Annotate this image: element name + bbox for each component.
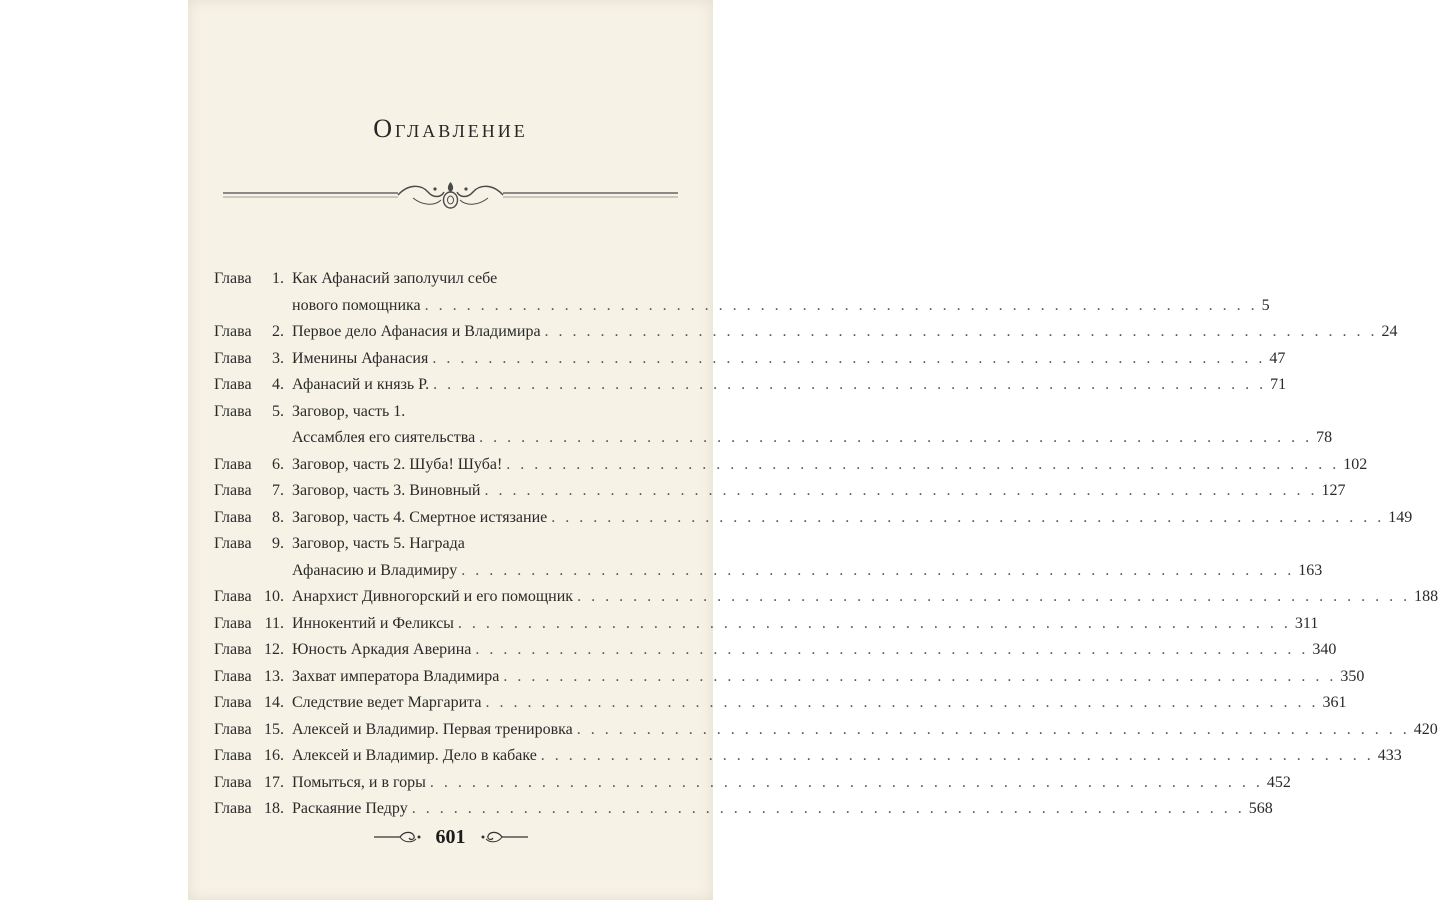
toc-entry [214, 452, 1368, 479]
chapter-label: Глава [214, 270, 252, 287]
page-ref: 163 [1298, 561, 1323, 579]
chapter-label: Глава [214, 667, 252, 685]
chapter-title: Заговор, часть 1. [292, 402, 406, 420]
page-ref: 24 [1381, 323, 1398, 340]
chapter-title: Ассамблея его сиятельства [292, 429, 476, 446]
dot-leader: . . . . . . . . . . . . . . . . . . . . . . . . . . . . . . . . . . . . . . . . . . . . . . . . . . . . . . . . . . . . [429, 773, 1263, 791]
chapter-number: 5. [272, 402, 284, 420]
chapter-label: Глава [214, 323, 252, 340]
dot-leader: . . . . . . . . . . . . . . . . . . . . . . . . . . . . . . . . . . . . . . . . . . . . . . . . . . . . . . . . . . . . [475, 641, 1309, 658]
dot-leader: . . . . . . . . . . . . . . . . . . . . . . . . . . . . . . . . . . . . . . . . . . . . . . . . . . . . . . . . . . . . [540, 747, 1374, 764]
chapter-title: Заговор, часть 3. Виновный [292, 482, 481, 499]
toc-entry [214, 637, 1337, 664]
footer-flourish-icon [374, 830, 422, 844]
chapter-label: Глава [214, 694, 252, 711]
toc-entry [214, 664, 1365, 691]
toc-entry [214, 346, 1286, 373]
chapter-title: нового помощника [292, 296, 421, 314]
chapter-title: Анархист Дивногорский и его помощник [292, 588, 574, 605]
chapter-title: Заговор, часть 2. Шуба! Шуба! [292, 455, 503, 473]
toc-entry [214, 266, 1270, 319]
chapter-number: 1. [272, 270, 284, 287]
page-ref: 102 [1343, 455, 1368, 473]
dot-leader: . . . . . . . . . . . . . . . . . . . . . . . . . . . . . . . . . . . . . . . . . . . . . . . . . . . . . . . . . . . . [433, 376, 1267, 393]
toc-entry [214, 796, 1273, 823]
chapter-title: Афанасий и князь Р. [292, 376, 430, 393]
chapter-number: 4. [272, 376, 284, 393]
dot-leader: . . . . . . . . . . . . . . . . . . . . . . . . . . . . . . . . . . . . . . . . . . . . . . . . . . . . . . . . . . . . [457, 614, 1291, 632]
chapter-label: Глава [214, 535, 252, 552]
chapter-label: Глава [214, 349, 252, 367]
dot-leader: . . . . . . . . . . . . . . . . . . . . . . . . . . . . . . . . . . . . . . . . . . . . . . . . . . . . . . . . . . . . [576, 720, 1410, 738]
chapter-title: Алексей и Владимир. Дело в кабаке [292, 747, 537, 764]
chapter-number: 15. [264, 720, 284, 738]
chapter-title: Алексей и Владимир. Первая тренировка [292, 720, 573, 738]
chapter-number: 10. [264, 588, 284, 605]
page-ref: 361 [1322, 694, 1347, 711]
dot-leader: . . . . . . . . . . . . . . . . . . . . . . . . . . . . . . . . . . . . . . . . . . . . . . . . . . . . . . . . . . . . [551, 508, 1385, 526]
page-ref: 127 [1321, 482, 1346, 499]
chapter-title: Афанасию и Владимиру [292, 561, 458, 579]
dot-leader: . . . . . . . . . . . . . . . . . . . . . . . . . . . . . . . . . . . . . . . . . . . . . . . . . . . . . . . . . . . . [432, 349, 1266, 367]
chapter-number: 11. [264, 614, 284, 632]
toc-entry [214, 372, 1287, 399]
book-page [188, 0, 1438, 900]
dot-leader: . . . . . . . . . . . . . . . . . . . . . . . . . . . . . . . . . . . . . . . . . . . . . . . . . . . . . . . . . . . . [503, 667, 1337, 685]
chapter-title: Заговор, часть 4. Смертное истязание [292, 508, 548, 526]
chapter-label: Глава [214, 482, 252, 499]
toc-entry [214, 584, 1438, 611]
chapter-title: Как Афанасий заполучил себе [292, 270, 498, 287]
toc-entry [214, 478, 1346, 505]
toc-entry [214, 319, 1398, 346]
toc-entry [214, 743, 1402, 770]
page-ref: 420 [1413, 720, 1438, 738]
page-ref: 188 [1414, 588, 1438, 605]
chapter-number: 7. [272, 482, 284, 499]
chapter-number: 9. [272, 535, 284, 552]
chapter-label: Глава [214, 614, 252, 632]
page-ref: 311 [1294, 614, 1319, 632]
page-ref: 340 [1312, 641, 1337, 658]
chapter-title: Первое дело Афанасия и Владимира [292, 323, 541, 340]
toc-entry [214, 531, 1323, 584]
page-number: 601 [435, 825, 466, 848]
chapter-title: Иннокентий и Феликсы [292, 614, 454, 632]
chapter-title: Захват императора Владимира [292, 667, 500, 685]
page-ref: 568 [1248, 800, 1273, 817]
chapter-title: Помыться, и в горы [292, 773, 426, 791]
chapter-number: 16. [264, 747, 284, 764]
chapter-title: Следствие ведет Маргарита [292, 694, 482, 711]
toc-entry [214, 717, 1438, 744]
toc-entry [214, 611, 1319, 638]
chapter-number: 12. [264, 641, 284, 658]
chapter-label: Глава [214, 747, 252, 764]
chapter-title: Раскаяние Педру [292, 800, 408, 817]
chapter-number: 6. [272, 455, 284, 473]
toc-entry [214, 770, 1291, 797]
footer-flourish-icon [480, 830, 528, 844]
dot-leader: . . . . . . . . . . . . . . . . . . . . . . . . . . . . . . . . . . . . . . . . . . . . . . . . . . . . . . . . . . . . [424, 296, 1258, 314]
chapter-label: Глава [214, 455, 252, 473]
chapter-title: Именины Афанасия [292, 349, 429, 367]
page-ref: 433 [1377, 747, 1402, 764]
chapter-number: 8. [272, 508, 284, 526]
chapter-label: Глава [214, 773, 252, 791]
page-footer [188, 822, 713, 852]
dot-leader: . . . . . . . . . . . . . . . . . . . . . . . . . . . . . . . . . . . . . . . . . . . . . . . . . . . . . . . . . . . . [461, 561, 1295, 579]
chapter-label: Глава [214, 508, 252, 526]
chapter-number: 17. [264, 773, 284, 791]
chapter-title: Юность Аркадия Аверина [292, 641, 472, 658]
page-ref: 149 [1388, 508, 1413, 526]
page-ref: 350 [1340, 667, 1365, 685]
toc-entry [214, 690, 1347, 717]
table-of-contents [214, 266, 1438, 823]
chapter-label: Глава [214, 800, 252, 817]
dot-leader: . . . . . . . . . . . . . . . . . . . . . . . . . . . . . . . . . . . . . . . . . . . . . . . . . . . . . . . . . . . . [485, 694, 1319, 711]
scroll-ornament-icon [223, 178, 678, 214]
page-ref: 452 [1266, 773, 1291, 791]
chapter-number: 13. [264, 667, 284, 685]
chapter-label: Глава [214, 376, 252, 393]
page-title: Оглавление [373, 114, 528, 143]
chapter-title: Заговор, часть 5. Награда [292, 535, 465, 552]
chapter-label: Глава [214, 402, 252, 420]
dot-leader: . . . . . . . . . . . . . . . . . . . . . . . . . . . . . . . . . . . . . . . . . . . . . . . . . . . . . . . . . . . . [506, 455, 1340, 473]
chapter-number: 18. [264, 800, 284, 817]
dot-leader: . . . . . . . . . . . . . . . . . . . . . . . . . . . . . . . . . . . . . . . . . . . . . . . . . . . . . . . . . . . . [544, 323, 1378, 340]
dot-leader: . . . . . . . . . . . . . . . . . . . . . . . . . . . . . . . . . . . . . . . . . . . . . . . . . . . . . . . . . . . . [484, 482, 1318, 499]
dot-leader: . . . . . . . . . . . . . . . . . . . . . . . . . . . . . . . . . . . . . . . . . . . . . . . . . . . . . . . . . . . . [411, 800, 1245, 817]
chapter-number: 3. [272, 349, 284, 367]
chapter-label: Глава [214, 588, 252, 605]
chapter-label: Глава [214, 720, 252, 738]
chapter-number: 2. [272, 323, 284, 340]
dot-leader: . . . . . . . . . . . . . . . . . . . . . . . . . . . . . . . . . . . . . . . . . . . . . . . . . . . . . . . . . . . . [479, 429, 1313, 446]
toc-entry [214, 505, 1413, 532]
page-ref: 71 [1270, 376, 1287, 393]
chapter-label: Глава [214, 641, 252, 658]
page-ref: 5 [1261, 296, 1270, 314]
page-ref: 78 [1316, 429, 1333, 446]
dot-leader: . . . . . . . . . . . . . . . . . . . . . . . . . . . . . . . . . . . . . . . . . . . . . . . . . . . . . . . . . . . . [577, 588, 1411, 605]
page-ref: 47 [1269, 349, 1286, 367]
chapter-number: 14. [264, 694, 284, 711]
toc-entry [214, 399, 1333, 452]
